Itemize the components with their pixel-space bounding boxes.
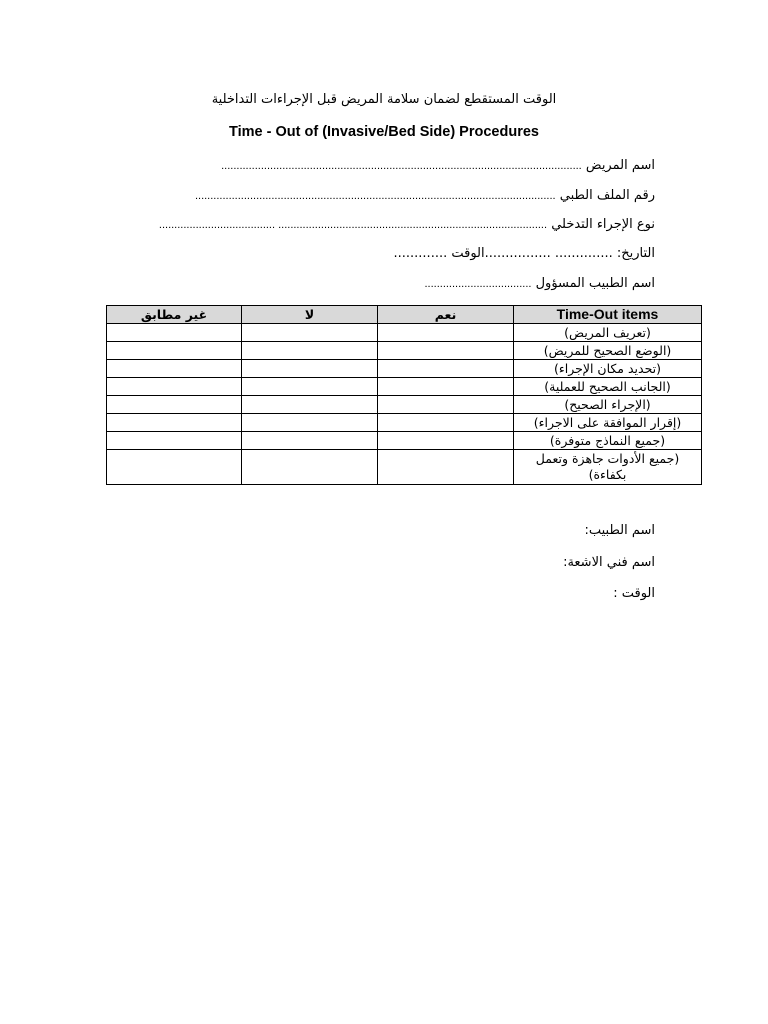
mismatch-cell[interactable] [107,378,242,396]
mismatch-cell[interactable] [107,450,242,485]
mismatch-cell[interactable] [107,414,242,432]
no-cell[interactable] [242,360,378,378]
yes-cell[interactable] [378,324,514,342]
time-signature[interactable]: الوقت : [613,586,655,601]
item-label: (جميع الأدوات جاهزة وتعمل بكفاءة) [514,450,702,485]
no-cell[interactable] [242,414,378,432]
medical-record-dots: ...................................................................................................................... [194,190,556,202]
mismatch-cell[interactable] [107,432,242,450]
table-row [107,378,702,396]
table-row [107,342,702,360]
yes-cell[interactable] [378,360,514,378]
item-label: (تحديد مكان الإجراء) [514,360,702,378]
no-cell[interactable] [242,396,378,414]
responsible-doctor-label: اسم الطبيب المسؤول [535,276,655,291]
arabic-title: الوقت المستقطع لضمان سلامة المريض قبل الإجراءات التداخلية [211,92,557,107]
header-mismatch: غير مطابق [107,306,242,324]
table-row [107,414,702,432]
responsible-doctor-dots: ................................... [424,278,532,290]
item-label: (تعريف المريض) [514,324,702,342]
item-label: (الجانب الصحيح للعملية) [514,378,702,396]
yes-cell[interactable] [378,432,514,450]
mismatch-cell[interactable] [107,360,242,378]
item-label: (الوضع الصحيح للمريض) [514,342,702,360]
date-label: التاريخ: [616,246,655,261]
mismatch-cell[interactable] [107,396,242,414]
procedure-type-field[interactable] [159,217,655,232]
radiographer-name-signature[interactable]: اسم فني الاشعة: [563,555,655,570]
patient-name-field[interactable] [221,158,655,173]
medical-record-field[interactable] [195,188,655,203]
patient-name-dots: ...................................................................................................................... [221,160,582,172]
item-label: (جميع النماذج متوفرة) [514,432,702,450]
doctor-name-signature[interactable]: اسم الطبيب: [584,523,655,538]
yes-cell[interactable] [378,378,514,396]
table-row [107,360,702,378]
header-time-out-items: Time-Out items [514,306,702,324]
header-yes: نعم [378,306,514,324]
no-cell[interactable] [242,432,378,450]
mismatch-cell[interactable] [107,324,242,342]
no-cell[interactable] [242,450,378,485]
date-time-field[interactable] [394,246,656,261]
table-header-row [107,306,702,324]
no-cell[interactable] [242,324,378,342]
item-label: (الإجراء الصحيح) [514,396,702,414]
no-cell[interactable] [242,378,378,396]
procedure-type-label: نوع الإجراء التدخلي [551,217,655,232]
item-label: (إقرار الموافقة على الاجراء) [514,414,702,432]
table-row [107,324,702,342]
date-time-dots: .............. ................الوقت ............. [393,246,613,261]
patient-name-label: اسم المريض [585,158,655,173]
yes-cell[interactable] [378,450,514,485]
medical-record-label: رقم الملف الطبي [559,188,655,203]
english-title: Time - Out of (Invasive/Bed Side) Procedures [229,124,539,140]
yes-cell[interactable] [378,396,514,414]
responsible-doctor-field[interactable] [424,276,655,291]
yes-cell[interactable] [378,414,514,432]
time-out-checklist-table [106,305,702,485]
table-row [107,396,702,414]
procedure-type-dots: ........................................................................................ ...................................... [158,219,548,231]
table-row [107,432,702,450]
table-row [107,450,702,485]
mismatch-cell[interactable] [107,342,242,360]
yes-cell[interactable] [378,342,514,360]
header-no: لا [242,306,378,324]
no-cell[interactable] [242,342,378,360]
